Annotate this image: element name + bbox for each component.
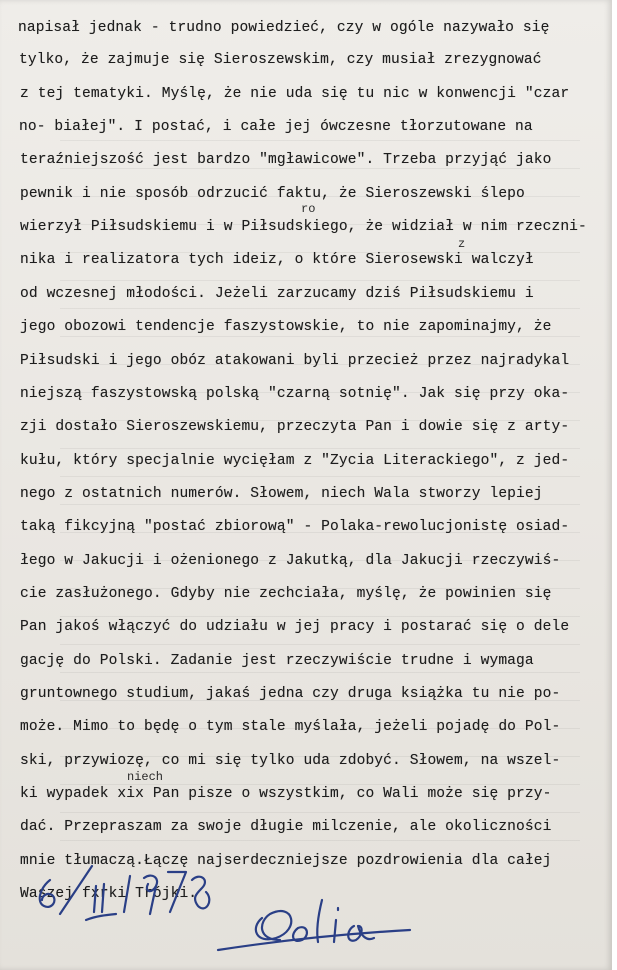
letter-line: tylko, że zajmuje się Sieroszewskim, czy musiał zrezygnować: [19, 52, 542, 68]
letter-line: ski, przywiozę, co mi się tylko uda zdobyć. Słowem, na wszel-: [20, 753, 561, 769]
interlinear-correction: niech: [127, 770, 164, 784]
letter-line: dać. Przepraszam za swoje długie milczenie, ale okoliczności: [20, 819, 552, 835]
letter-line: Waszej fxrki Trójki.: [20, 886, 198, 902]
letter-line: nego z ostatnich numerów. Słowem, niech Wala stworzy lepiej: [20, 486, 543, 502]
letter-line: nika i realizatora tych ideiz, o które Sierosewski walczył: [20, 252, 534, 268]
letter-line: gację do Polski. Zadanie jest rzeczywiście trudne i wymaga: [20, 653, 534, 669]
letter-line: jego obozowi tendencje faszystowskie, to nie zapominajmy, że: [20, 319, 552, 335]
letter-line: Piłsudski i jego obóz atakowani byli przecież przez najradykal: [20, 353, 570, 369]
letter-line: teraźniejszość jest bardzo "mgławicowe". Trzeba przyjąć jako: [20, 152, 552, 168]
letter-line: niejszą faszystowską polską "czarną sotnię". Jak się przy oka-: [20, 386, 570, 402]
letter-line: gruntownego studium, jakaś jedna czy druga książka tu nie po-: [20, 686, 561, 702]
letter-line: pewnik i nie sposób odrzucić faktu, że Sieroszewski ślepo: [20, 186, 525, 202]
handwritten-signature: [256, 911, 291, 940]
letter-line: ki wypadek xix Pan pisze o wszystkim, co Wali może się przy-: [20, 786, 552, 802]
letter-line: może. Mimo to będę o tym stale myślała, jeżeli pojadę do Pol-: [20, 719, 561, 735]
letter-line: od wczesnej młodości. Jeżeli zarzucamy dziś Piłsudskiemu i: [20, 286, 534, 302]
letter-line: no- białej". I postać, i całe jej ówczesne tłorzutowane na: [19, 119, 533, 135]
letter-line: Pan jakoś włączyć do udziału w jej pracy i postarać się o dele: [20, 619, 570, 635]
letter-line: łego w Jakucji i ożenionego z Jakutką, dla Jakucji rzeczywiś-: [20, 553, 561, 569]
letter-line: taką fikcyjną "postać zbiorową" - Polaka-rewolucjonistę osiad-: [20, 519, 570, 535]
interlinear-correction: z: [458, 237, 466, 251]
interlinear-correction: ro: [301, 202, 316, 216]
letter-line: zji dostało Sieroszewskiemu, przeczyta Pan i dowie się z arty-: [20, 419, 570, 435]
letter-line: kułu, który specjalnie wycięłam z "Zycia Literackiego", z jed-: [20, 453, 570, 469]
letter-line: mnie tłumaczą.Łączę najserdeczniejsze pozdrowienia dla całej: [20, 853, 552, 869]
letter-line: cie zasłużonego. Gdyby nie zechciała, myślę, że powinien się: [20, 586, 552, 602]
letter-line: wierzył Piłsudskiemu i w Piłsudskiego, że widział w nim rzeczni-: [20, 219, 587, 235]
letter-line: z tej tematyki. Myślę, że nie uda się tu nic w konwencji "czar: [20, 86, 570, 102]
letter-line: napisał jednak - trudno powiedzieć, czy w ogóle nazywało się: [18, 20, 550, 36]
